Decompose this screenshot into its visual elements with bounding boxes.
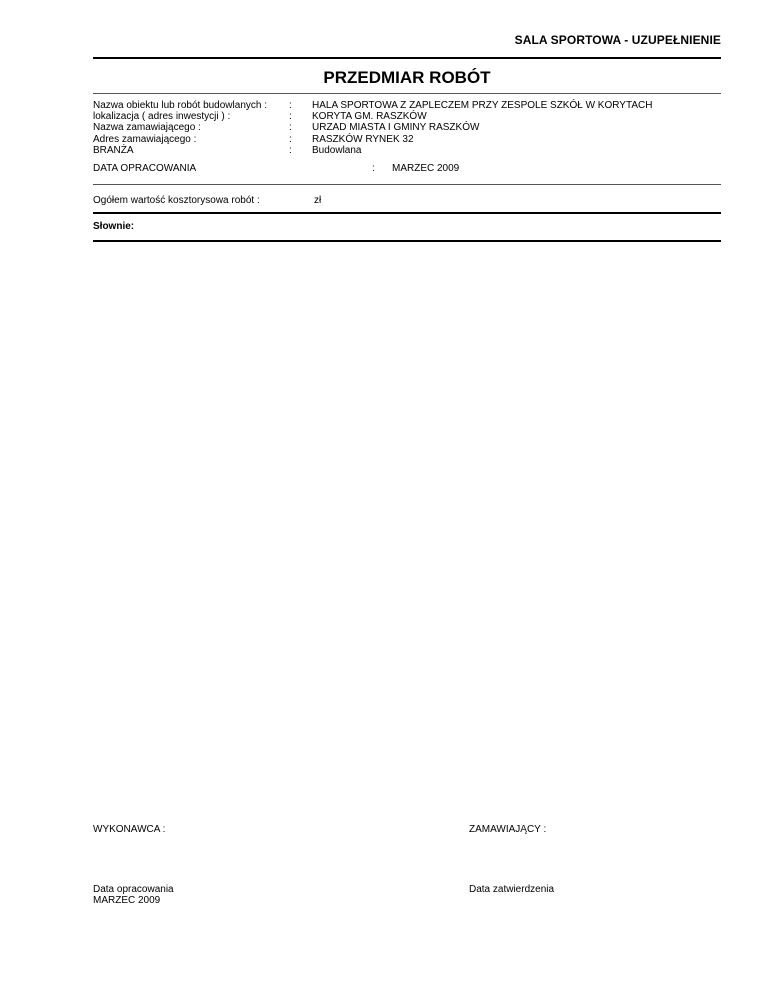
cost-currency: zł — [314, 195, 322, 206]
date-value: MARZEC 2009 — [392, 163, 460, 174]
date-divider — [93, 184, 721, 185]
info-row-object — [93, 100, 652, 111]
info-label: lokalizacja ( adres inwestycji ) : — [93, 111, 231, 123]
cost-divider — [93, 212, 721, 214]
info-value: RASZKÓW RYNEK 32 — [312, 133, 414, 145]
document-title: PRZEDMIAR ROBÓT — [323, 68, 491, 87]
info-row-location — [93, 111, 652, 122]
words-label: Słownie: — [93, 221, 135, 232]
info-value: URZAD MIASTA I GMINY RASZKÓW — [312, 122, 480, 134]
info-colon: : — [289, 133, 292, 145]
info-colon: : — [289, 144, 292, 156]
prepared-date-label: Data opracowania — [93, 884, 174, 895]
approval-date-label: Data zatwierdzenia — [469, 884, 555, 895]
info-row-client-address — [93, 134, 652, 145]
client-label: ZAMAWIAJĄCY : — [469, 824, 547, 835]
info-label: BRANŻA — [93, 144, 134, 156]
info-row-client-name — [93, 122, 652, 133]
contractor-label: WYKONAWCA : — [93, 824, 166, 835]
info-label: Adres zamawiającego : — [93, 133, 197, 145]
info-value: HALA SPORTOWA Z ZAPLECZEM PRZY ZESPOLE SZKÓŁ W KORYTACH — [312, 100, 653, 111]
info-colon: : — [289, 111, 292, 123]
prepared-date-value: MARZEC 2009 — [93, 895, 161, 906]
header-divider — [93, 57, 721, 59]
info-value: Budowlana — [312, 144, 362, 156]
info-value: KORYTA GM. RASZKÓW — [312, 111, 427, 123]
cost-label: Ogółem wartość kosztorysowa robót : — [93, 195, 260, 206]
info-colon: : — [289, 122, 292, 134]
project-info — [93, 100, 652, 156]
title-divider — [93, 93, 721, 94]
date-colon: : — [372, 163, 375, 174]
info-label: Nazwa obiektu lub robót budowlanych : — [93, 100, 267, 111]
info-colon: : — [289, 100, 292, 111]
project-title: SALA SPORTOWA - UZUPEŁNIENIE — [514, 33, 721, 47]
date-label: DATA OPRACOWANIA — [93, 163, 197, 174]
info-row-branch — [93, 145, 652, 156]
words-divider — [93, 240, 721, 242]
info-label: Nazwa zamawiającego : — [93, 122, 201, 134]
